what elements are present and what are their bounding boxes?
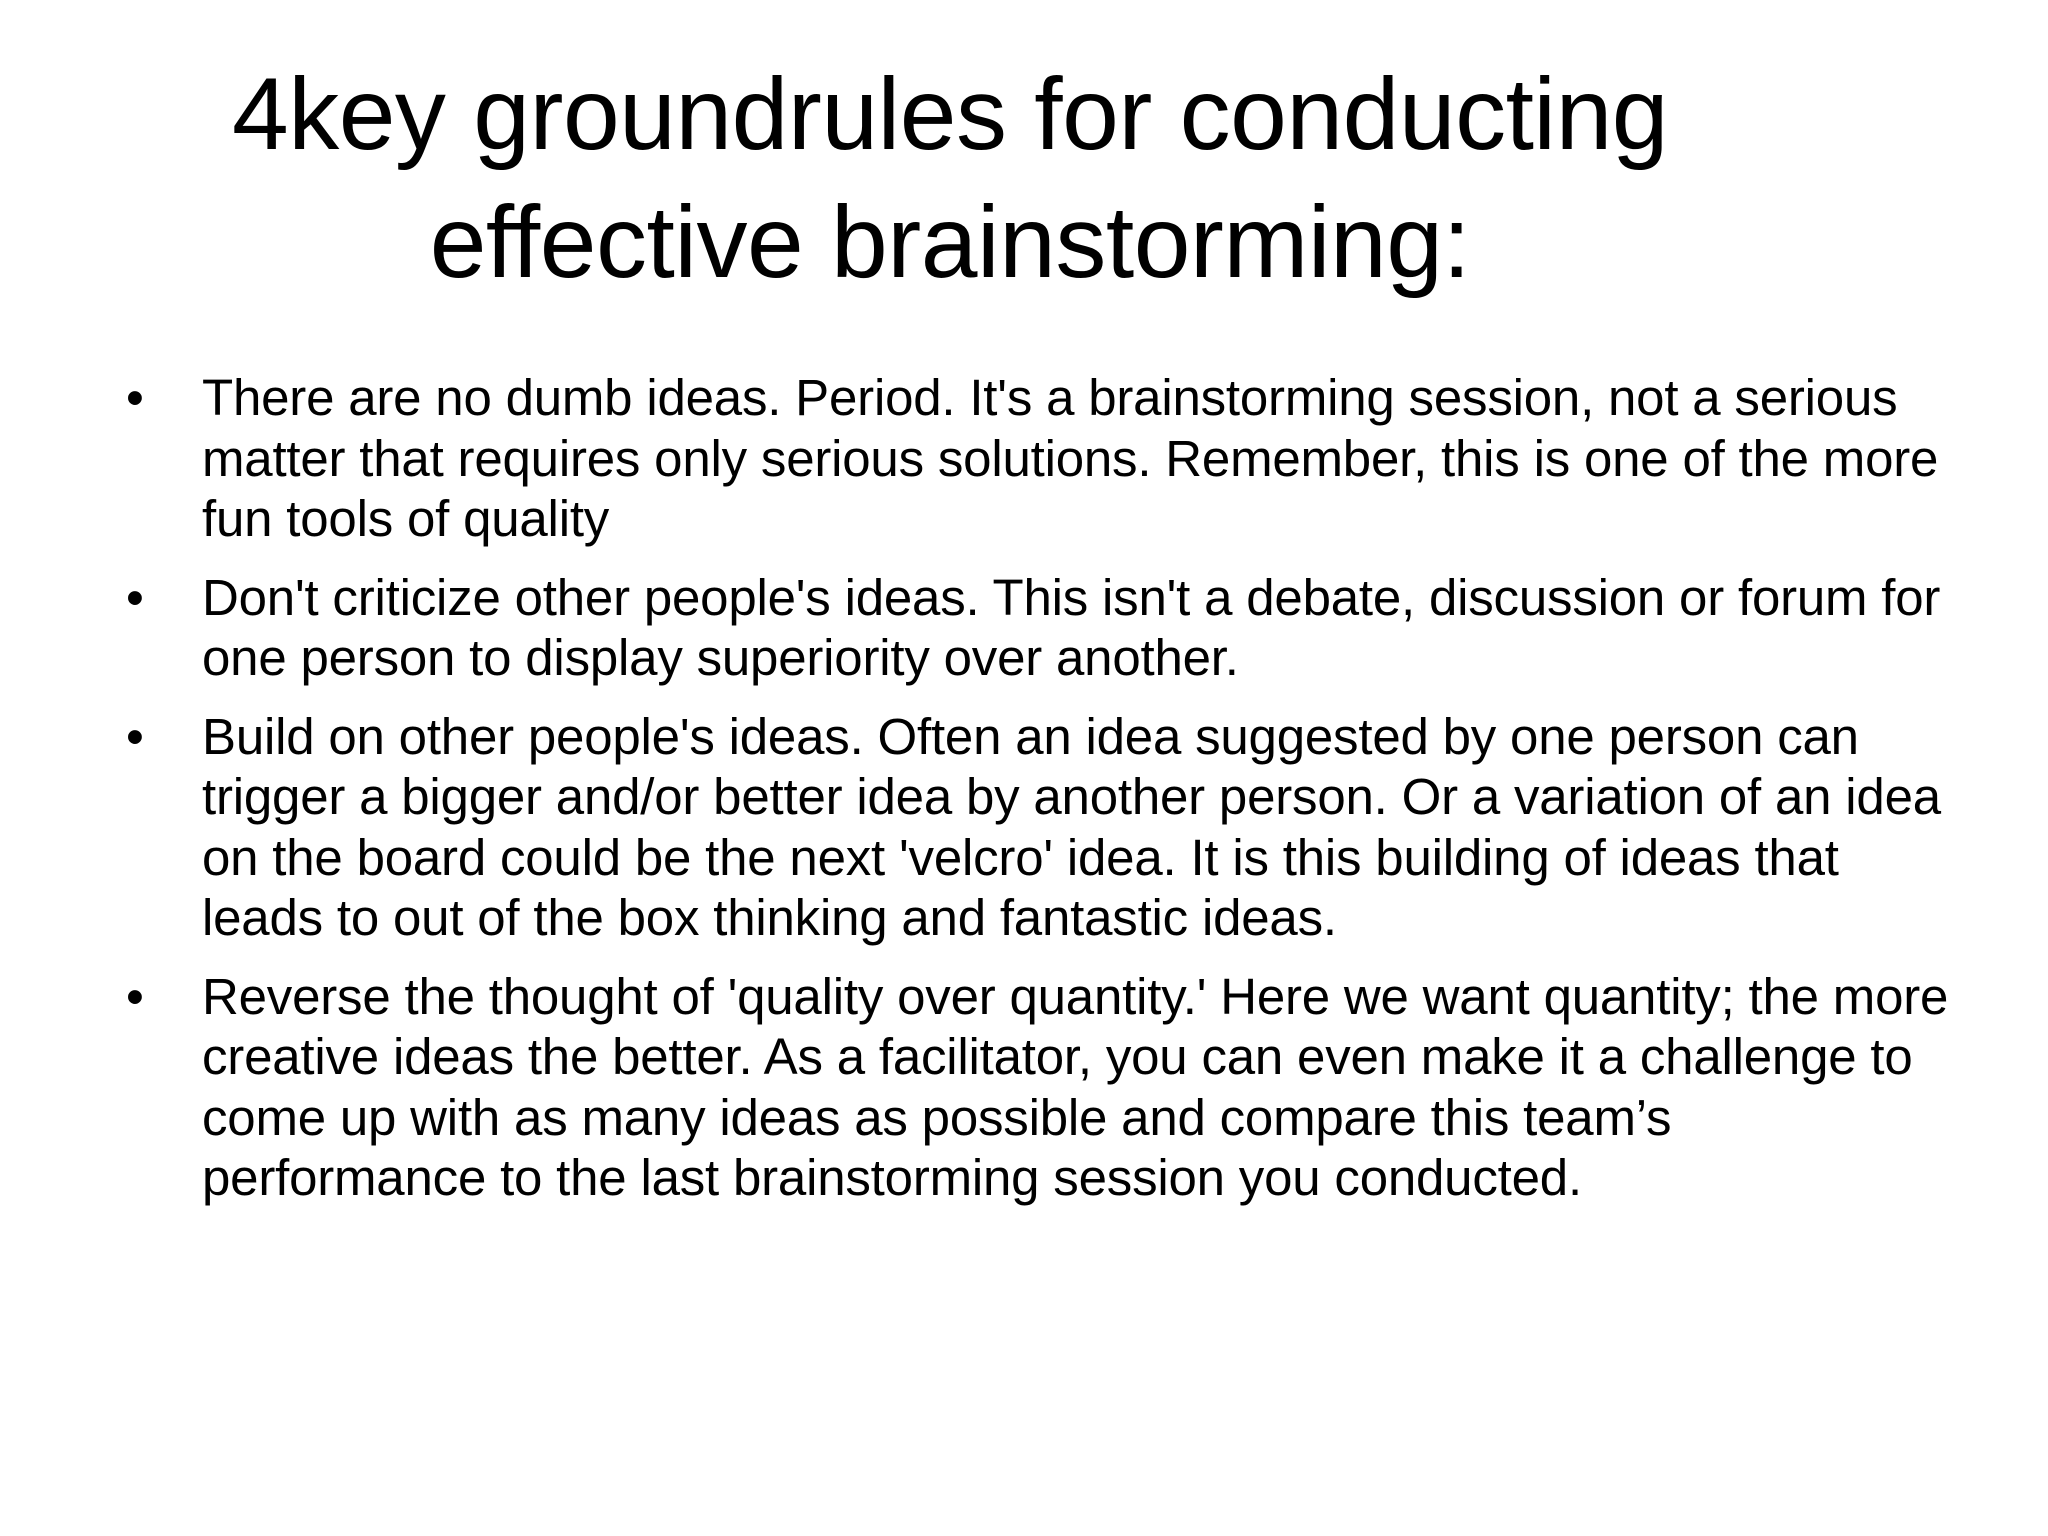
bullet-text: There are no dumb ideas. Period. It's a brainstorming session, not a serious matter that requires only serious solutions. Remember, this is one of the more fun tools of quality (202, 369, 1939, 547)
bullet-marker: • (126, 707, 144, 765)
bullet-text: Don't criticize other people's ideas. This isn't a debate, discussion or forum for one person to display superiority over another. (202, 568, 1941, 686)
bullet-marker: • (126, 967, 144, 1025)
bullet-item-no-dumb-ideas (120, 368, 1950, 550)
bullet-text: Build on other people's ideas. Often an idea suggested by one person can trigger a bigger and/or better idea by another person. Or a variation of an idea on the board could be the next 'velcro' idea. It is this building of ideas that leads to out of the box thinking and fantastic ideas. (202, 707, 1941, 946)
bullet-list (120, 368, 1950, 1227)
slide-title-line-2: effective brainstorming: (429, 185, 1471, 299)
bullet-item-build-on-ideas (120, 707, 1950, 949)
slide-title-line-1: 4key groundrules for conducting (231, 57, 1669, 171)
bullet-marker: • (126, 369, 144, 426)
bullet-item-dont-criticize (120, 568, 1950, 689)
bullet-item-quantity-over-quality (120, 967, 1950, 1209)
bullet-text: Reverse the thought of 'quality over quantity.' Here we want quantity; the more creative ideas the better. As a facilitator, you can even make it a challenge to come up with as many ideas as possible and compare this team’s performance to the last brainstorming session you conducted. (202, 967, 1949, 1206)
slide-title (140, 50, 1760, 306)
bullet-marker: • (126, 568, 144, 626)
